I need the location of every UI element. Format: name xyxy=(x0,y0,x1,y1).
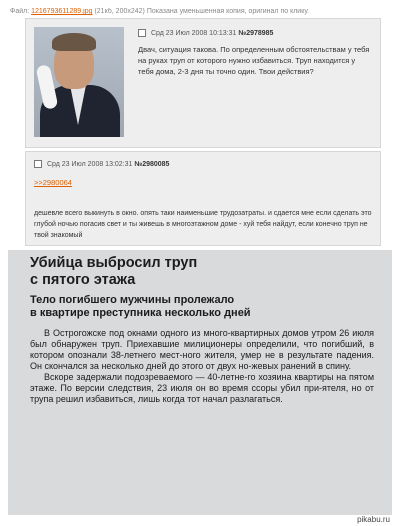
original-post xyxy=(25,18,381,148)
post-checkbox[interactable] xyxy=(138,29,146,37)
post-text: Двач, ситуация такова. По определенным обстоятельствам у тебя на руках труп от которого нужно избавиться. Труп находится у тебя дома, 2-3 дня ты точно один. Твои действия? xyxy=(138,45,370,76)
newspaper-headline: Убийца выбросил труп с пятого этажа xyxy=(30,255,198,288)
hair-shape xyxy=(52,33,96,51)
newspaper-subheadline: Тело погибшего мужчины пролежало в квартире преступника несколько дней xyxy=(30,294,251,319)
watermark: pikabu.ru xyxy=(357,515,390,524)
post-text: дешевле всего выкинуть в окно. опять таки наименьшие трудозатраты. и сдается мне если сделать это глубой ночью погасив свет и ты живешь в многоэтажном доме - хуй тебя найдут, если конечно труп не твой знакомый xyxy=(34,210,372,239)
newspaper-paragraph: Вскоре задержали подозреваемого — 40-летне-го хозяина квартиры на пятом этаже. По версии следствия, 23 июля он во время ссоры убил при-ятеля, но от трупа решил избавиться, лишь когда тот начал разлагаться. xyxy=(30,372,374,404)
post-date: Срд 23 Июл 2008 10:13:31 xyxy=(150,29,237,37)
post-thumbnail[interactable] xyxy=(34,27,124,137)
file-link[interactable]: 1216793611289.jpg xyxy=(31,8,93,15)
post-date: Срд 23 Июл 2008 13:02:31 xyxy=(46,160,133,168)
file-info xyxy=(10,8,395,15)
newspaper-paragraph: В Острогожске под окнами одного из много-квартирных домов утром 26 июля был обнаружен труп. Приехавшие милиционеры определили, что погибший, в котором опознали 38-летнего мест-ного жителя, умер не в результате падения. Он скончался за несколько дней до этого от двух но-жевых ранений в спину. xyxy=(30,328,374,371)
newspaper-clipping xyxy=(8,250,392,515)
post-meta xyxy=(138,29,273,37)
post-meta xyxy=(34,160,169,168)
reply-link[interactable]: >>2980064 xyxy=(34,178,72,187)
newspaper-body xyxy=(30,328,374,405)
reply-post xyxy=(25,151,381,246)
file-details: (21кб, 200x242) Показана уменьшенная копия, оригинал по клику. xyxy=(94,8,310,15)
file-label: Файл: xyxy=(10,8,30,15)
post-number[interactable]: №2978985 xyxy=(238,29,274,37)
post-checkbox[interactable] xyxy=(34,160,42,168)
post-number[interactable]: №2980085 xyxy=(134,160,170,168)
